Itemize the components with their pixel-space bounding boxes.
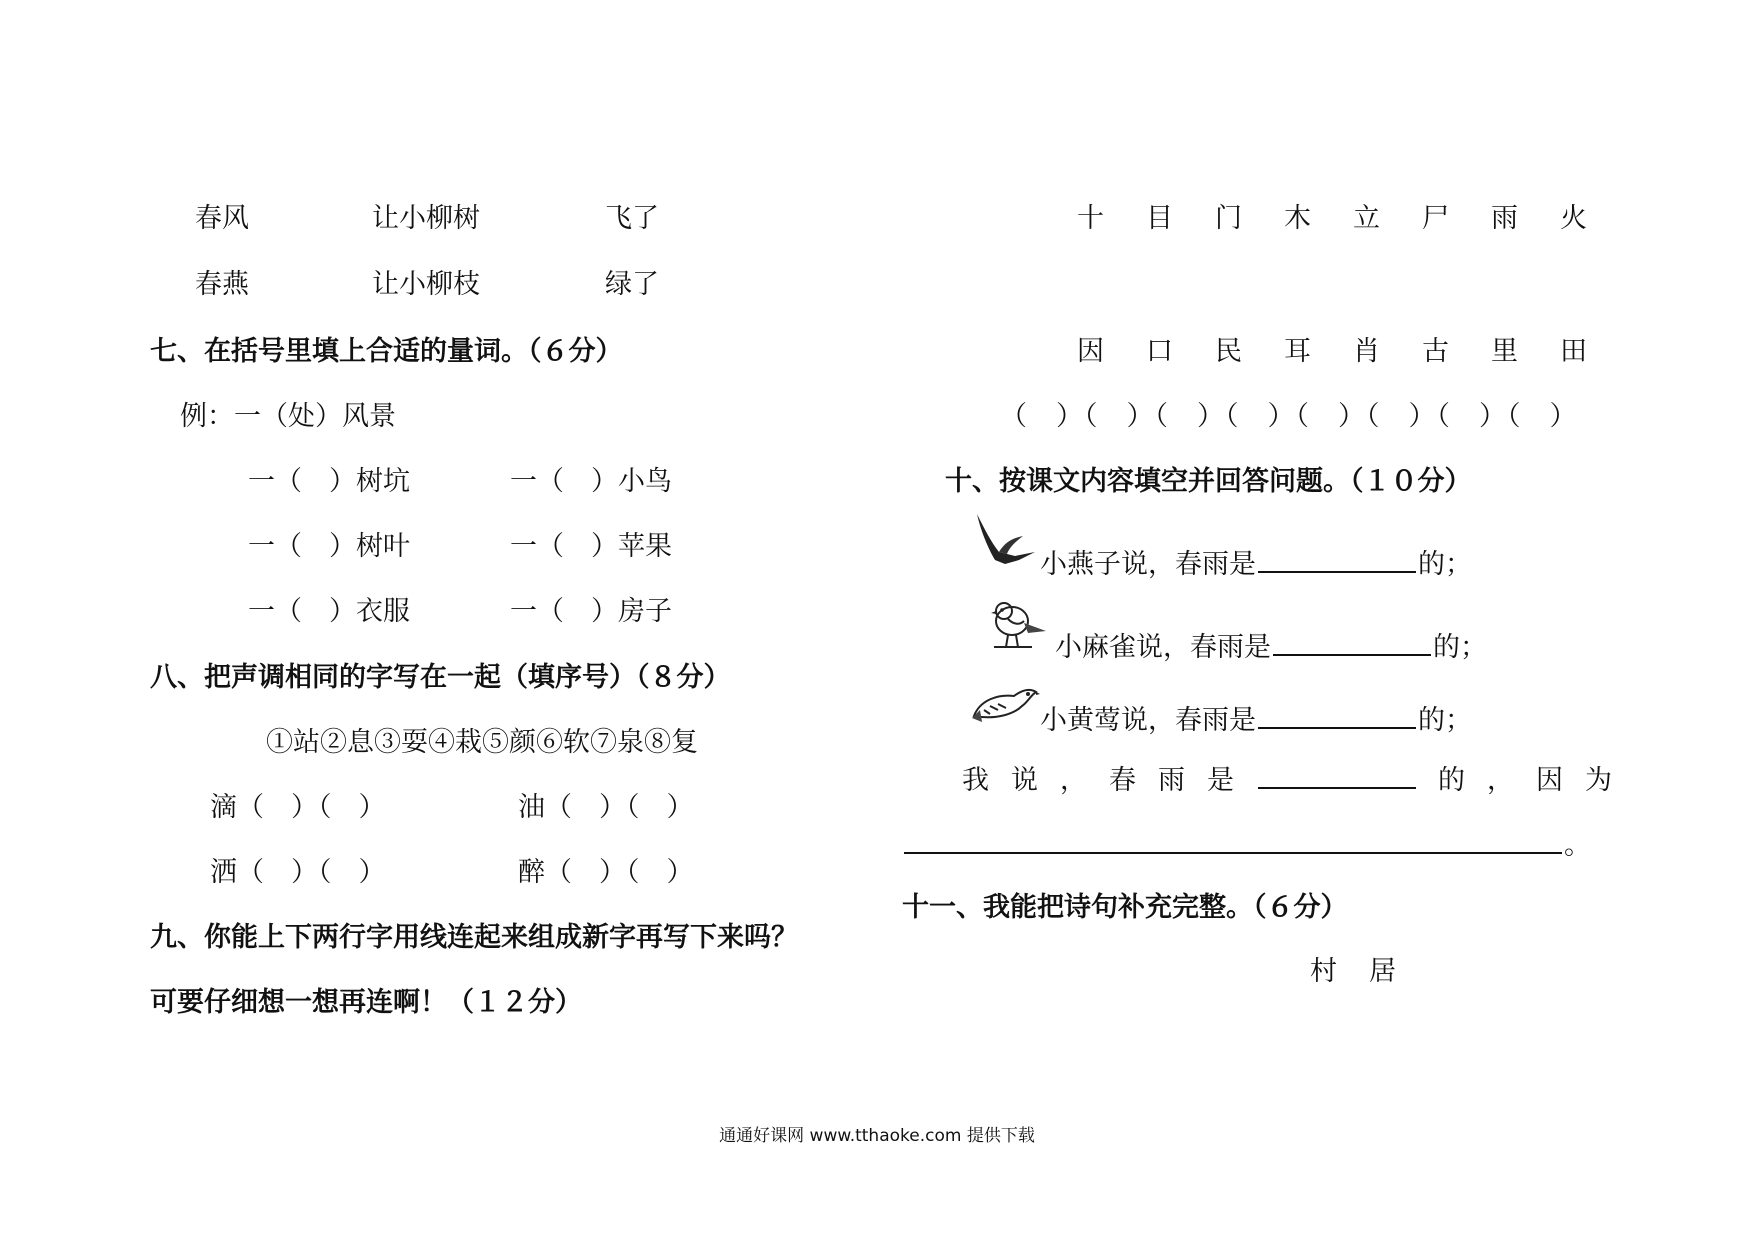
footer-credit: 通通好课网 www.tthaoke.com 提供下载 <box>719 1126 1035 1146</box>
q10-line-2-text: 小麻雀说，春雨是 <box>1055 632 1271 663</box>
poem-row-1-col-1: 春风 <box>195 203 249 234</box>
q10-title: 十、按课文内容填空并回答问题。（１０分） <box>945 466 1472 497</box>
q10-line-3-blank[interactable] <box>1258 703 1416 729</box>
q10-line-1-end: 的； <box>1418 549 1472 580</box>
poem-row-1-col-3: 飞了 <box>605 203 659 234</box>
q10-line-2 <box>1055 630 1487 661</box>
q9-title-line-2: 可要仔细想一想再连啊！（１２分） <box>150 987 582 1018</box>
answer-parens-row: （ ）（ ）（ ）（ ）（ ）（ ）（ ）（ ） <box>1000 401 1578 432</box>
q10-line-1 <box>1040 547 1472 578</box>
q7-item-2: 一（ ）小鸟 <box>510 466 672 497</box>
q10-line-4 <box>962 763 1634 794</box>
sparrow-icon <box>990 595 1050 651</box>
q7-example: 例：一（处）风景 <box>180 401 396 432</box>
poem-row-2-col-1: 春燕 <box>195 269 249 300</box>
q7-item-5: 一（ ）衣服 <box>248 596 410 627</box>
q8-item-1: 滴（ ）（ ） <box>210 792 386 823</box>
poem-row-2-col-2: 让小柳枝 <box>372 269 480 300</box>
q7-item-4: 一（ ）苹果 <box>510 531 672 562</box>
swallow-icon <box>975 512 1037 568</box>
q7-title: 七、在括号里填上合适的量词。（６分） <box>150 336 623 367</box>
q8-title: 八、把声调相同的字写在一起（填序号）（８分） <box>150 662 731 693</box>
poem-row-2-col-3: 绿了 <box>605 269 659 300</box>
bottom-chars-row: 因口民耳肖古里田 <box>1077 336 1629 367</box>
poem-row-1-col-2: 让小柳树 <box>372 203 480 234</box>
top-chars-row: 十目门木立尸雨火 <box>1077 203 1629 234</box>
oriole-icon <box>970 680 1040 728</box>
q10-line-5-blank[interactable] <box>904 828 1562 854</box>
q9-title-line-1: 九、你能上下两行字用线连起来组成新字再写下来吗？ <box>150 922 798 953</box>
q10-line-5 <box>902 828 1591 859</box>
q7-item-1: 一（ ）树坑 <box>248 466 410 497</box>
q10-line-2-end: 的； <box>1433 632 1487 663</box>
q8-chars: ①站②息③耍④栽⑤颜⑥软⑦泉⑧复 <box>266 727 698 758</box>
q10-line-4-text: 我说，春雨是 <box>962 765 1256 796</box>
q10-line-2-blank[interactable] <box>1273 630 1431 656</box>
q8-item-3: 洒（ ）（ ） <box>210 857 386 888</box>
q11-poem-title: 村居 <box>1310 956 1428 987</box>
q10-line-3-end: 的； <box>1418 705 1472 736</box>
q10-line-3 <box>1040 703 1472 734</box>
q7-item-3: 一（ ）树叶 <box>248 531 410 562</box>
q10-line-4-blank[interactable] <box>1258 763 1416 789</box>
q11-title: 十一、我能把诗句补充完整。（６分） <box>902 892 1348 923</box>
q10-line-1-text: 小燕子说，春雨是 <box>1040 549 1256 580</box>
q10-line-5-end: 。 <box>1564 830 1591 861</box>
q10-line-1-blank[interactable] <box>1258 547 1416 573</box>
q10-line-3-text: 小黄莺说，春雨是 <box>1040 705 1256 736</box>
q7-item-6: 一（ ）房子 <box>510 596 672 627</box>
q10-line-4-end: 的，因为 <box>1438 765 1634 796</box>
q8-item-2: 油（ ）（ ） <box>518 792 694 823</box>
q8-item-4: 醉（ ）（ ） <box>518 857 694 888</box>
